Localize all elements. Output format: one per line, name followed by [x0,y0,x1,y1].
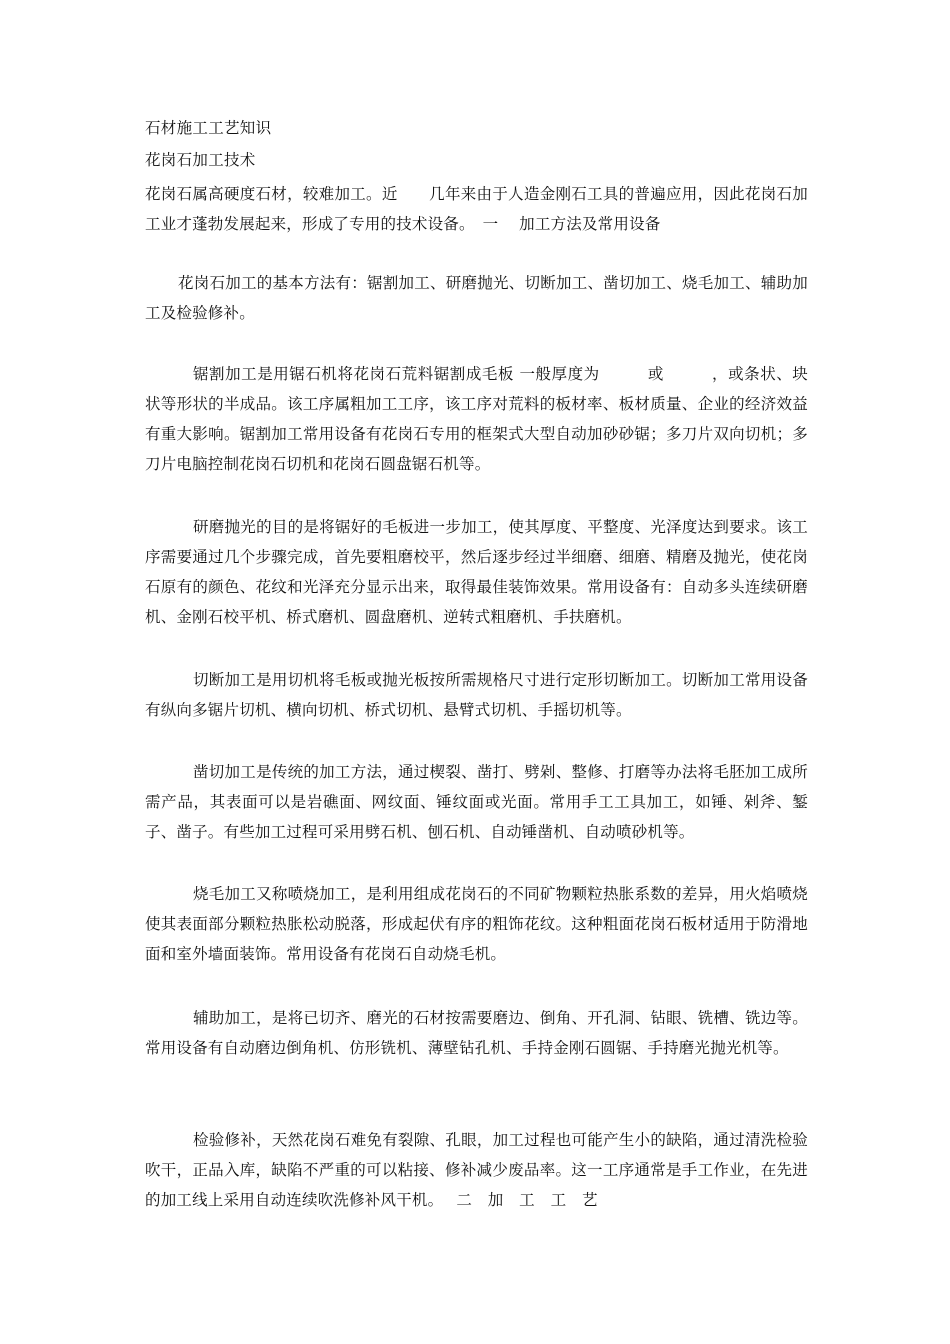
intro-paragraph: 花岗石属高硬度石材，较难加工。近 几年来由于人造金刚石工具的普遍应用，因此花岗石加工业才蓬勃发展起来，形成了专用的技术设备。 一 加工方法及常用设备 [145,185,808,233]
paragraph-flaming: 烧毛加工又称喷烧加工，是利用组成花岗石的不同矿物颗粒热胀系数的差异，用火焰喷烧使其表面部分颗粒热胀松动脱落，形成起伏有序的粗饰花纹。这种粗面花岗石板材适用于防滑地面和室外墙面装饰。常用设备有花岗石自动烧毛机。 [145,885,808,963]
paragraph-polishing: 研磨抛光的目的是将锯好的毛板进一步加工，使其厚度、平整度、光泽度达到要求。该工序需要通过几个步骤完成，首先要粗磨校平，然后逐步经过半细磨、细磨、精磨及抛光，使花岗石原有的颜色、花纹和光泽充分显示出来，取得最佳装饰效果。常用设备有：自动多头连续研磨机、金刚石校平机、桥式磨机、圆盘磨机、逆转式粗磨机、手扶磨机。 [145,518,808,626]
paragraph-cutting: 切断加工是用切机将毛板或抛光板按所需规格尺寸进行定形切断加工。切断加工常用设备有纵向多锯片切机、横向切机、桥式切机、悬臂式切机、手摇切机等。 [145,671,808,719]
paragraph-sawing: 锯割加工是用锯石机将花岗石荒料锯割成毛板 一般厚度为 或 ，或条状、块状等形状的半成品。该工序属粗加工工序，该工序对荒料的板材率、板材质量、企业的经济效益有重大影响。锯割加工常用设备有花岗石专用的框架式大型自动加砂砂锯；多刀片双向切机；多刀片电脑控制花岗石切机和花岗石圆盘锯石机等。 [145,365,808,473]
document-subtitle: 花岗石加工技术 [145,151,256,169]
paragraph-methods: 花岗石加工的基本方法有：锯割加工、研磨抛光、切断加工、凿切加工、烧毛加工、辅助加工及检验修补。 [145,274,808,322]
document-title: 石材施工工艺知识 [145,119,272,137]
paragraph-chiseling: 凿切加工是传统的加工方法，通过楔裂、凿打、劈剁、整修、打磨等办法将毛胚加工成所需产品，其表面可以是岩礁面、网纹面、锤纹面或光面。常用手工工具加工，如锤、剁斧、錾子、凿子。有些加工过程可采用劈石机、刨石机、自动锤凿机、自动喷砂机等。 [145,763,808,841]
paragraph-inspection: 检验修补，天然花岗石难免有裂隙、孔眼，加工过程也可能产生小的缺陷，通过清洗检验吹干，正品入库，缺陷不严重的可以粘接、修补减少废品率。这一工序通常是手工作业，在先进的加工线上采用自动连续吹洗修补风干机。 二 加 工 工 艺 [145,1131,808,1209]
paragraph-auxiliary: 辅助加工，是将已切齐、磨光的石材按需要磨边、倒角、开孔洞、钻眼、铣槽、铣边等。常用设备有自动磨边倒角机、仿形铣机、薄壁钻孔机、手持金刚石圆锯、手持磨光抛光机等。 [145,1009,808,1057]
